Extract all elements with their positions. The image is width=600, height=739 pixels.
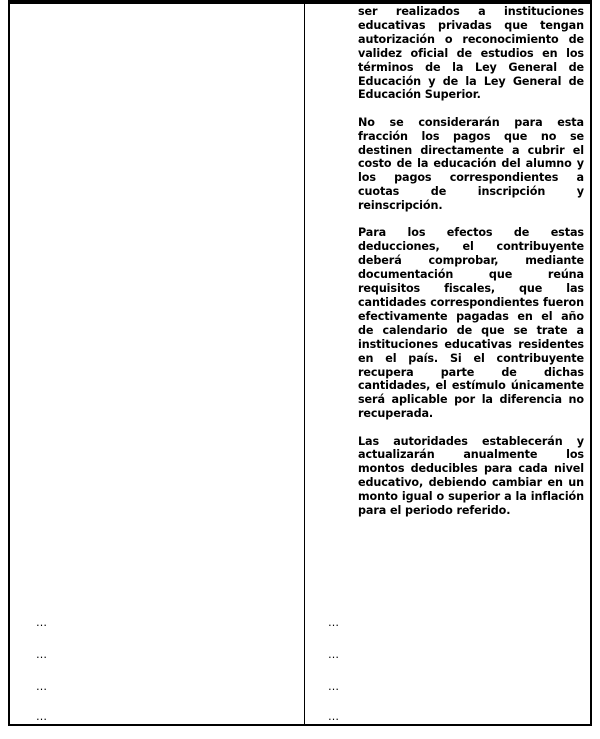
ellipsis-left-1: …: [36, 616, 47, 629]
right-column-text: [358, 5, 584, 531]
paragraph-4: Las autoridades establecerán y actualizarán anualmente los montos deducibles para cada nivel educativo, debiendo cambiar en un monto igual o superior a la inflación para el periodo referido.: [358, 434, 584, 518]
ellipsis-right-2: …: [328, 648, 339, 661]
ellipsis-right-1: …: [328, 616, 339, 629]
ellipsis-left-3: …: [36, 680, 47, 693]
ellipsis-right-4: …: [328, 710, 339, 723]
ellipsis-right-3: …: [328, 680, 339, 693]
column-divider: [304, 4, 305, 724]
paragraph-3: Para los efectos de estas deducciones, el contribuyente deberá comprobar, mediante documentación que reúna requisitos fiscales, que las cantidades correspondientes fueron efectivamente pagadas en el año de calendario de que se trate a instituciones educativas residentes en el país. Si el contribuyente recupera parte de dichas cantidades, el estímulo únicamente será aplicable por la diferencia no recuperada.: [358, 226, 584, 421]
ellipsis-left-2: …: [36, 648, 47, 661]
paragraph-2: No se considerarán para esta fracción los pagos que no se destinen directamente a cubrir el costo de la educación del alumno y los pagos correspondientes a cuotas de inscripción y reinscripción.: [358, 115, 584, 213]
paragraph-1: ser realizados a instituciones educativas privadas que tengan autorización o reconocimiento de validez oficial de estudios en los términos de la Ley General de Educación y de la Ley General de Educación Superior.: [358, 5, 584, 102]
ellipsis-left-4: …: [36, 710, 47, 723]
